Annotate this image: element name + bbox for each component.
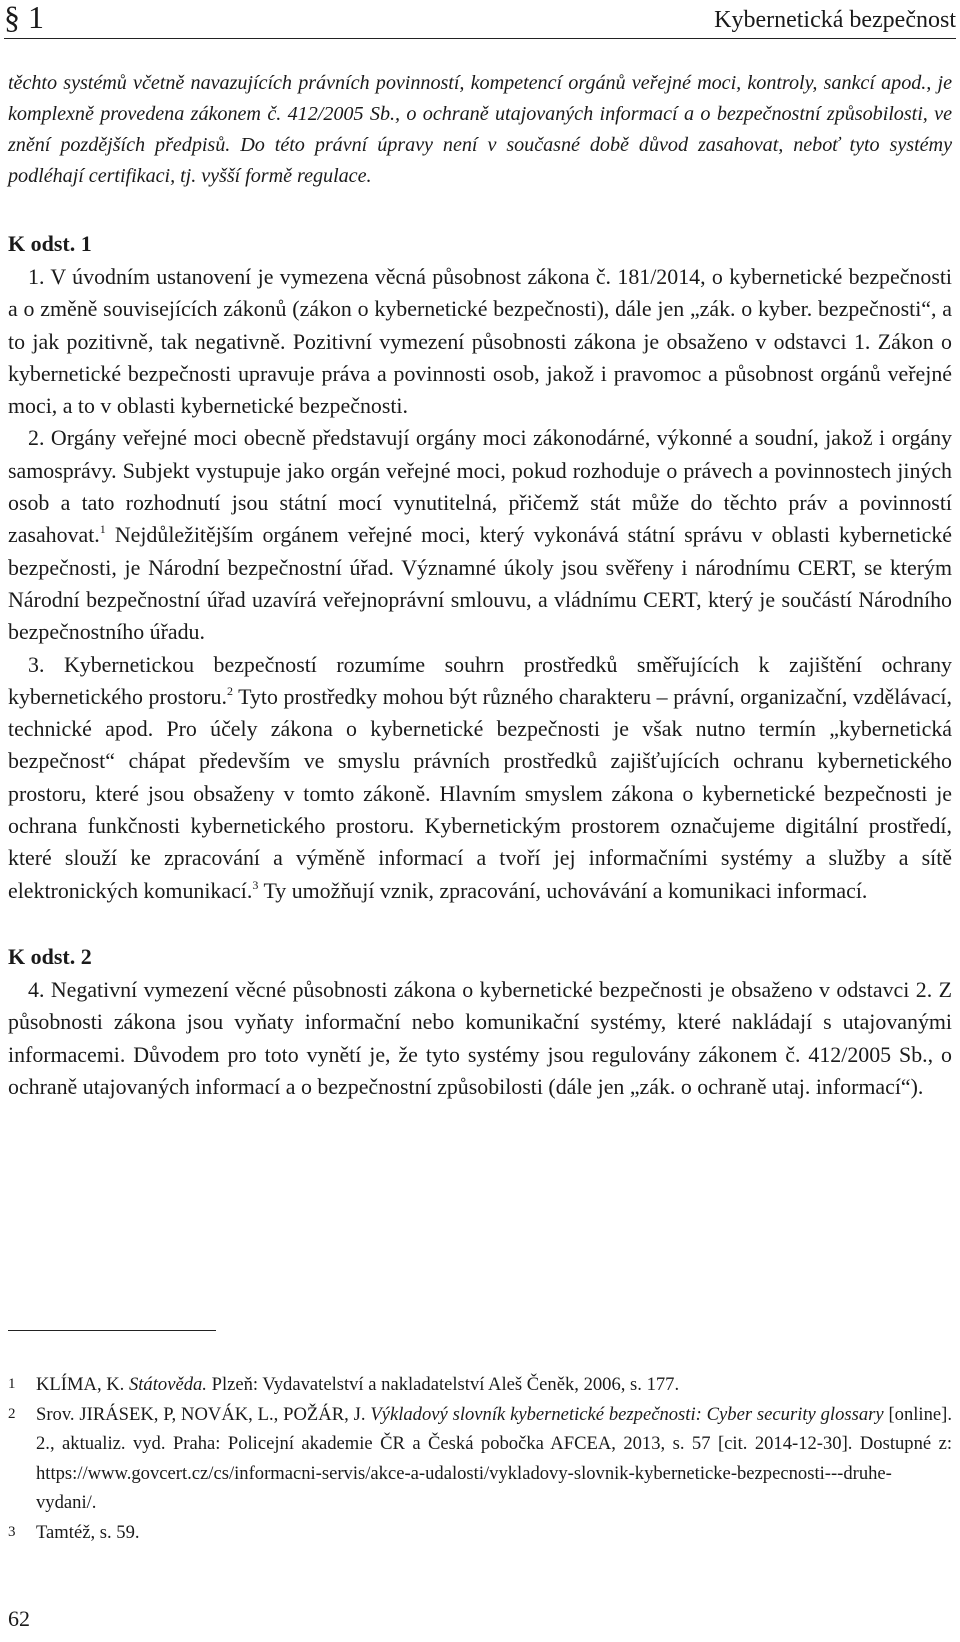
footnote-text-end: Plzeň: Vydavatelství a nakladatelství Aleš Čeněk, 2006, s. 177. xyxy=(206,1374,680,1395)
paragraph-3-text-a: 3. Kybernetickou bezpečností rozumíme souhrn prostředků směřujících k zajištění ochrany kybernetického prostoru. xyxy=(8,651,952,709)
footnote-text-end: [online]. 2., aktualiz. vyd. Praha: Policejní akademie ČR a Česká pobočka AFCEA, 2013, s. 57 [cit. 2014-12-30]. Dostupné z: https://www.govcert.cz/cs/informacni-servis/akce-a-udalosti/vykladovy-slovnik-kyberneticke-bezpecnosti---druhe-vydani/. xyxy=(36,1403,952,1514)
paragraph-1: 1. V úvodním ustanovení je vymezena věcná působnost zákona č. 181/2014, o kybernetické bezpečnosti a o změně souvisejících zákonů (zákon o kybernetické bezpečnosti), dále jen „zák. o kyber. bezpečnosti“, a to jak pozitivně, tak negativně. Pozitivní vymezení působnosti zákona je obsaženo v odstavci 1. Zákon o kybernetické bezpečnosti upravuje práva a povinnosti osob, jakož i pravomoc a působnost orgánů veřejné moci, a to v oblasti kybernetické bezpečnosti. xyxy=(8,264,952,419)
paragraph-2 xyxy=(8,422,952,648)
footnote-text: Tamtéž, s. 59. xyxy=(36,1521,140,1543)
footnote-title: Výkladový slovník kybernetické bezpečnosti: Cyber security glossary xyxy=(370,1403,884,1425)
footnote-3 xyxy=(8,1518,952,1548)
footnote-separator xyxy=(8,1330,216,1331)
paragraph-3-text-c: Ty umožňují vznik, zpracování, uchovávání a komunikaci informací. xyxy=(258,877,868,903)
heading-odst-1: K odst. 1 xyxy=(8,231,92,256)
section-symbol: § 1 xyxy=(4,0,44,35)
paragraph-4: 4. Negativní vymezení věcné působnosti zákona o kybernetické bezpečnosti je obsaženo v odstavci 2. Z působnosti zákona jsou vyňaty informační nebo komunikační systémy, které nakládají s utajovanými informacemi. Důvodem pro toto vynětí je, že tyto systémy jsou regulovány zákonem č. 412/2005 Sb., o ochraně utajovaných informací a o bezpečnostní způsobilosti (dále jen „zák. o ochraně utaj. informací“). xyxy=(8,976,952,1099)
footnote-number: 3 xyxy=(8,1523,16,1540)
footnotes xyxy=(8,1370,952,1548)
page-number: 62 xyxy=(8,1606,30,1631)
footnote-text: KLÍMA, K. xyxy=(36,1374,129,1395)
footnote-text: Srov. JIRÁSEK, P, NOVÁK, L., POŽÁR, J. xyxy=(36,1403,371,1425)
footnote-number: 2 xyxy=(8,1405,16,1422)
footnote-ref-1[interactable]: 1 xyxy=(99,522,106,537)
body-text xyxy=(8,68,952,1103)
paragraph-3 xyxy=(8,649,952,907)
heading-odst-2: K odst. 2 xyxy=(8,943,92,969)
paragraph-2-text-b: Nejdůležitějším orgánem veřejné moci, který vykonává státní správu v oblasti kybernetické bezpečnosti, je Národní bezpečnostní úřad. Významné úkoly jsou svěřeny i národnímu CERT, se kterým Národní bezpečnostní úřad uzavírá veřejnoprávní smlouvu, a vládnímu CERT, který je součástí Národního bezpečnostního úřadu. xyxy=(8,522,952,645)
footnote-2 xyxy=(8,1400,952,1518)
page-header xyxy=(4,0,956,39)
paragraph-3-text-b: Tyto prostředky mohou být různého charakteru – právní, organizační, vzdělávací, technické apod. Pro účely zákona o kybernetické bezpečnosti je však nutno termín „kybernetická bezpečnost“ chápat především ve smyslu právních prostředků zajišťujících ochranu kybernetického prostoru, které jsou obsaženy v tomto zákoně. Hlavním smyslem zákona o kybernetické bezpečnosti je ochrana funkčnosti kybernetického prostoru. Kybernetickým prostorem označujeme digitální prostředí, které slouží ke zpracování a výměně informací a tvoří jej informačními systémy a služby a sítě elektronických komunikací. xyxy=(8,683,952,903)
intro-paragraph: těchto systémů včetně navazujících právních povinností, kompetencí orgánů veřejné moci, kontroly, sankcí apod., je komplexně provedena zákonem č. 412/2005 Sb., o ochraně utajovaných informací a o bezpečnostní způsobilosti, ve znění pozdějších předpisů. Do této právní úpravy není v současné době důvod zasahovat, neboť tyto systémy podléhají certifikaci, tj. vyšší formě regulace. xyxy=(8,72,952,187)
footnote-number: 1 xyxy=(8,1376,16,1392)
footnote-ref-3[interactable]: 3 xyxy=(252,877,259,892)
footnote-ref-2[interactable]: 2 xyxy=(226,683,233,698)
footnote-1 xyxy=(8,1370,952,1400)
running-title: Kybernetická bezpečnost xyxy=(714,7,956,33)
footnote-title: Státověda. xyxy=(128,1374,207,1395)
paragraph-2-text-a: 2. Orgány veřejné moci obecně představují orgány moci zákonodárné, výkonné a soudní, jakož i orgány samosprávy. Subjekt vystupuje jako orgán veřejné moci, pokud rozhoduje o právech a povinnostech jiných osob a tato rozhodnutí jsou státní mocí vynutitelná, přičemž stát může do těchto práv a povinností zasahovat. xyxy=(8,425,952,548)
